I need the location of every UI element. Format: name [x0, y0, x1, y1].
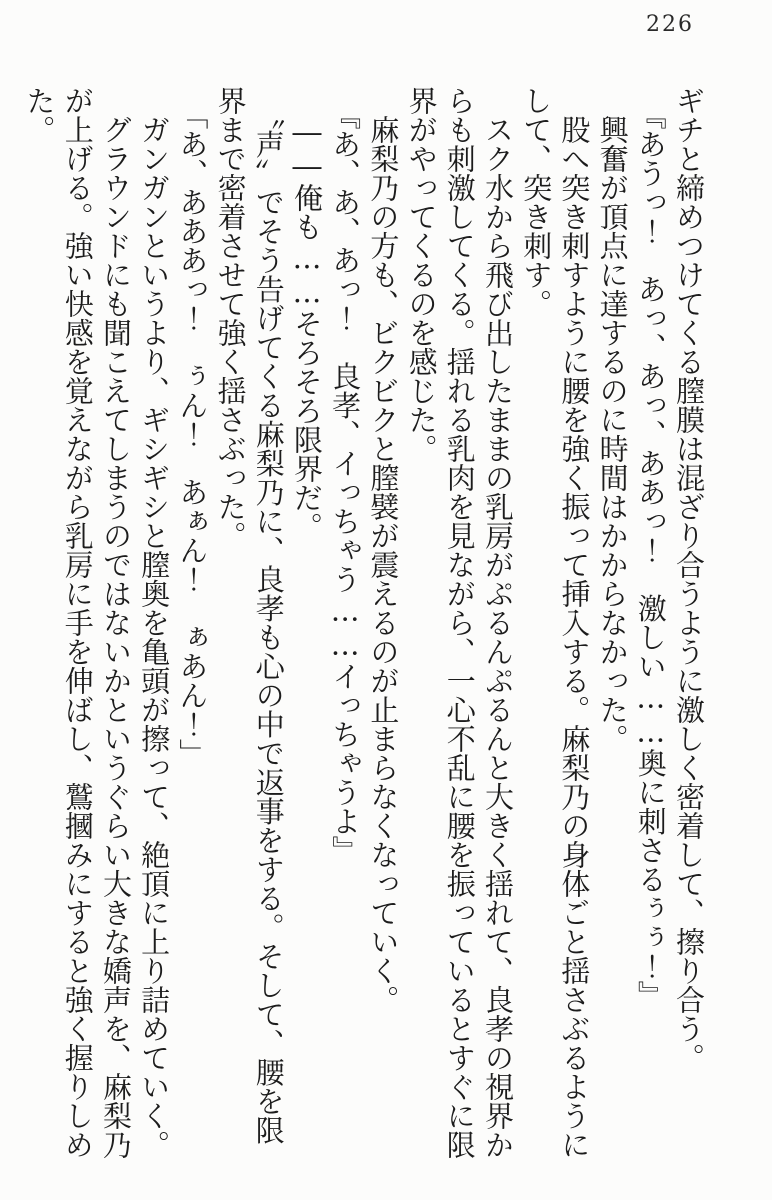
paragraph: スク水から飛び出したままの乳房がぷるんぷるんと大きく揺れて、良孝の視界からも刺激してくる。揺れる乳肉を見ながら、一心不乱に腰を振っているとすぐに限界がやってくるのを感じた。 — [404, 86, 515, 1159]
text-block — [22, 86, 708, 1159]
paragraph: 興奮が頂点に達するのに時間はかからなかった。 — [595, 86, 630, 753]
paragraph: 『あうっ！ あっ、あっ、ああっ！ 激しい……奥に刺さるぅぅ！』 — [633, 86, 668, 1010]
paragraph: グラウンドにも聞こえてしまうのではないかというぐらい大きな嬌声を、麻梨乃が上げる。強い快感を覚えながら乳房に手を伸ばし、鷲摑みにすると強く握りしめた。 — [22, 86, 133, 1159]
paragraph: ――俺も……そろそろ限界だ。 — [289, 86, 324, 541]
paragraph: 「あ、あああっ！ ぅん！ あぁん！ ぁあん！」 — [175, 86, 210, 768]
paragraph: 股へ突き刺すように腰を強く振って挿入する。麻梨乃の身体ごと揺さぶるようにして、突き刺す。 — [519, 86, 592, 1159]
paragraph: 〝声〟でそう告げてくる麻梨乃に、良孝も心の中で返事をする。そして、腰を限界まで密着させて強く揺さぶった。 — [213, 86, 286, 1145]
paragraph: 麻梨乃の方も、ビクビクと膣襞が震えるのが止まらなくなっていく。 — [366, 86, 401, 1014]
paragraph: 『あ、あ、あっ！ 良孝、イっちゃう……イっちゃうよ』 — [328, 86, 363, 865]
paragraph: ガンガンというより、ギシギシと膣奥を亀頭が擦って、絶頂に上り詰めていく。 — [137, 86, 172, 1159]
page-number: 226 — [646, 12, 694, 37]
paragraph: ギチと締めつけてくる膣膜は混ざり合うように激しく密着して、擦り合う。 — [672, 86, 706, 1072]
